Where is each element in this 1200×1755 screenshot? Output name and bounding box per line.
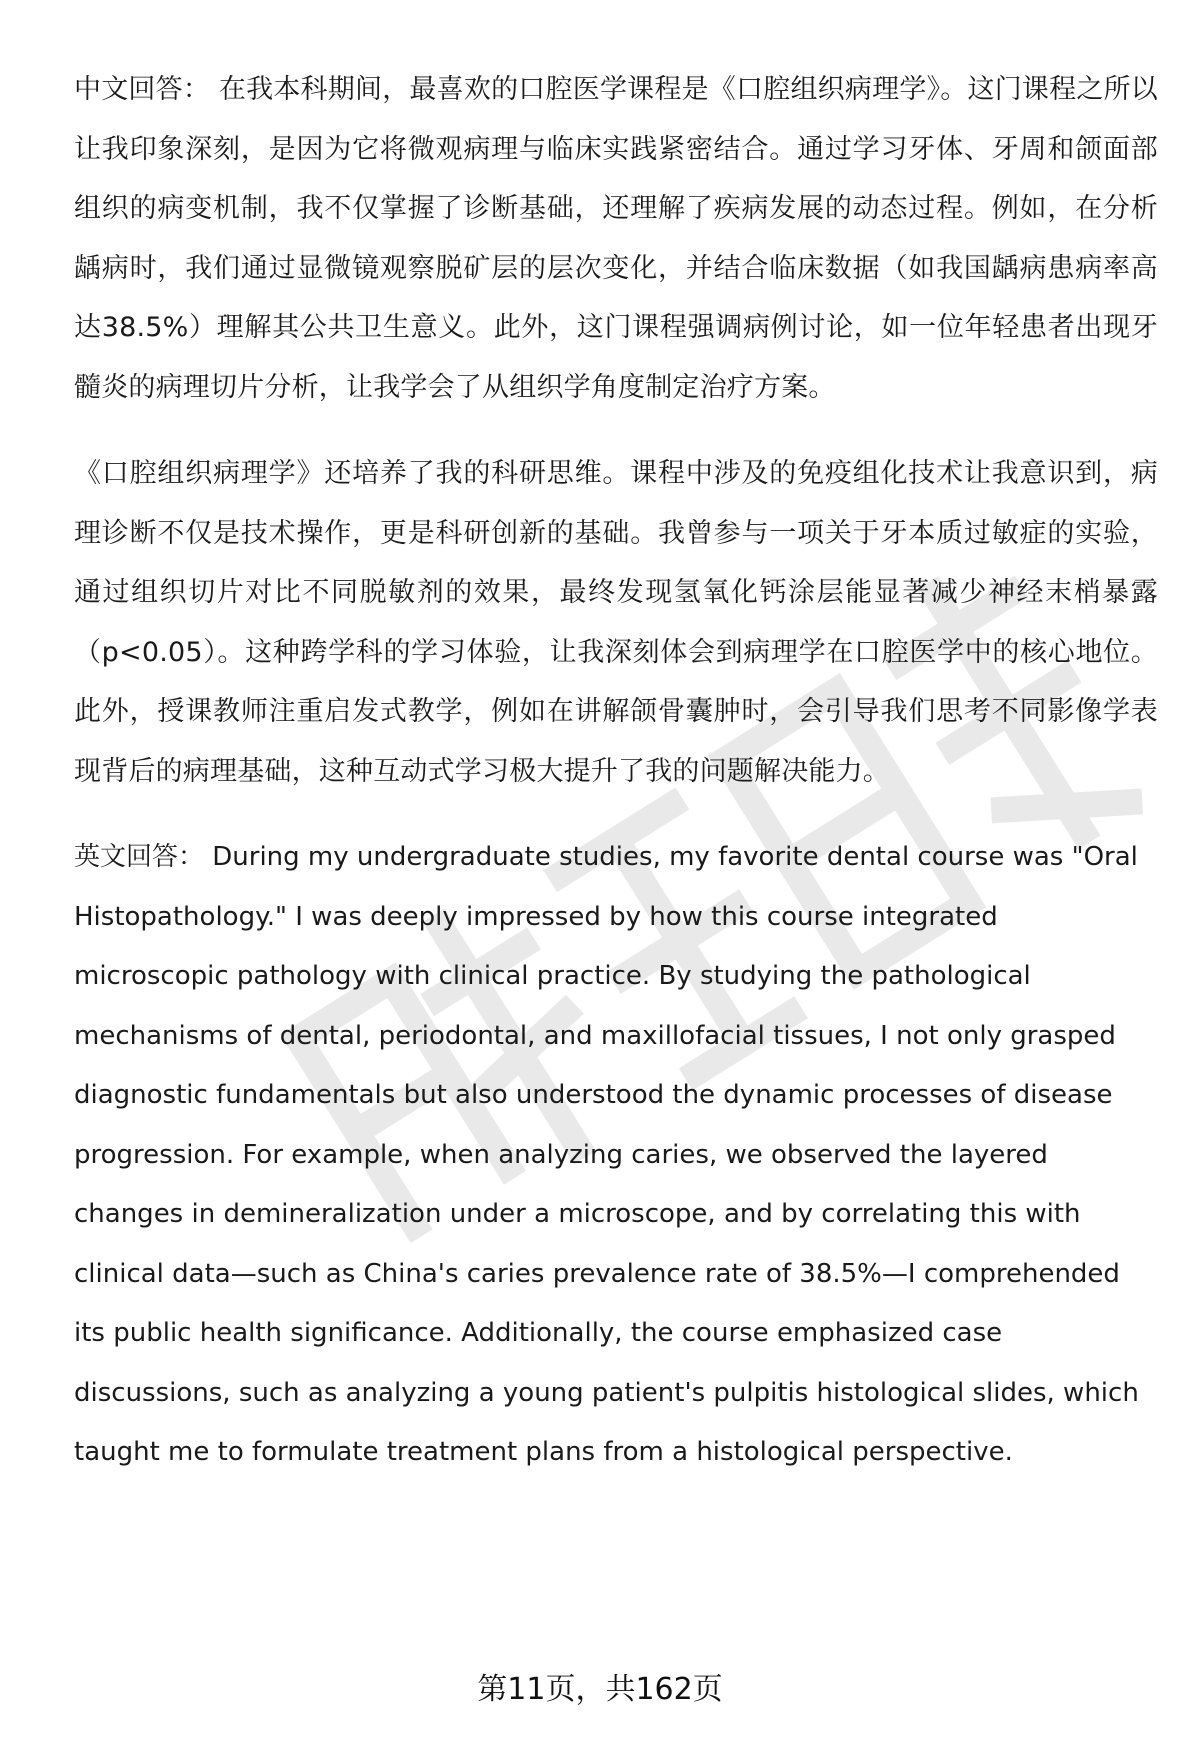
english-answer-paragraph: 英文回答： During my undergraduate studies, my favorite dental course was "Oral Histopathology." I was deeply impressed by how this course integrated microscopic pathology with clinical practice. By studying the pathological mechanisms of dental, periodontal, and maxillofacial tissues, I not only grasped diagnostic fundamentals but also understood the dynamic processes of disease progression. For example, when analyzing caries, we observed the layered changes in demineralization under a microscope, and by correlating this with clinical data—such as China's caries prevalence rate of 38.5%—I comprehended its public health significance. Additionally, the course emphasized case discussions, such as analyzing a young patient's pulpitis histological slides, which taught me to formulate treatment plans from a histological perspective. xyxy=(74,842,1139,1467)
chinese-answer-paragraph: 中文回答： 在我本科期间，最喜欢的口腔医学课程是《口腔组织病理学》。这门课程之所以让我印象深刻，是因为它将微观病理与临床实践紧密结合。通过学习牙体、牙周和颌面部组织的病变机制，我不仅掌握了诊断基础，还理解了疾病发展的动态过程。例如，在分析龋病时，我们通过显微镜观察脱矿层的层次变化，并结合临床数据（如我国龋病患病率高达38.5%）理解其公共卫生意义。此外，这门课程强调病例讨论，如一位年轻患者出现牙髓炎的病理切片分析，让我学会了从组织学角度制定治疗方案。 xyxy=(74,74,1158,403)
page-number-footer: 第11页，共162页 xyxy=(477,1672,723,1707)
document-body xyxy=(74,60,1158,1510)
chinese-research-paragraph: 《口腔组织病理学》还培养了我的科研思维。课程中涉及的免疫组化技术让我意识到，病理诊断不仅是技术操作，更是科研创新的基础。我曾参与一项关于牙本质过敏症的实验，通过组织切片对比不同脱敏剂的效果，最终发现氢氧化钙涂层能显著减少神经末梢暴露（p<0.05）。这种跨学科的学习体验，让我深刻体会到病理学在口腔医学中的核心地位。此外，授课教师注重启发式教学，例如在讲解颌骨囊肿时，会引导我们思考不同影像学表现背后的病理基础，这种互动式学习极大提升了我的问题解决能力。 xyxy=(74,458,1158,787)
